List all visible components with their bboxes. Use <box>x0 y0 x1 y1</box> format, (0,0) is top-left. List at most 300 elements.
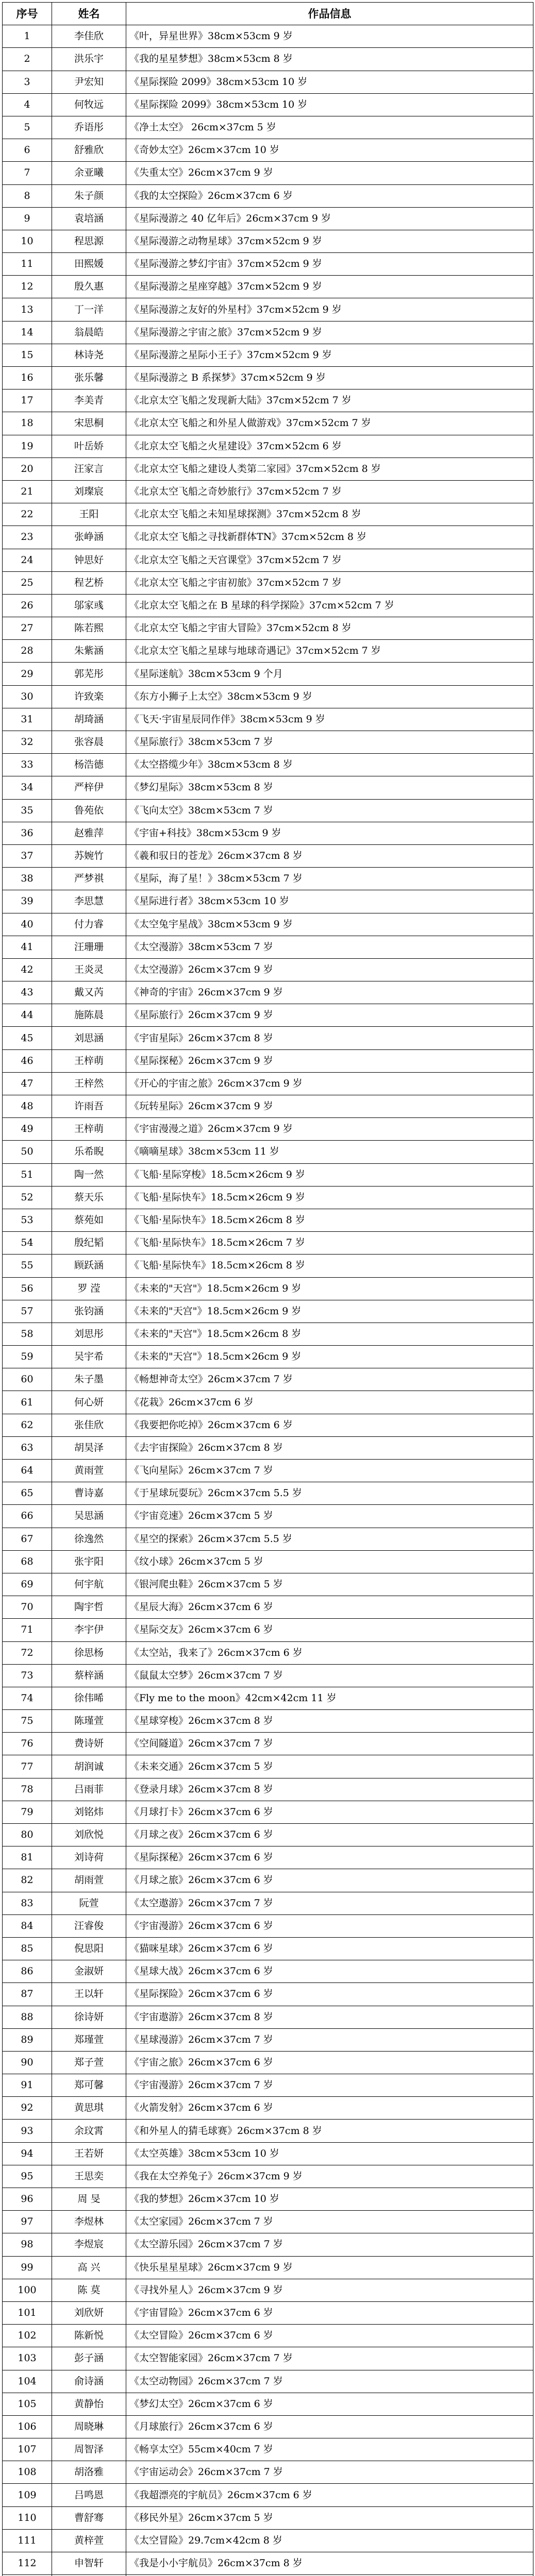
table-row <box>3 1141 533 1163</box>
artwork-info: 《纹小球》26cm×37cm 5 岁 <box>126 1550 533 1573</box>
artist-name: 陈若熙 <box>52 617 126 640</box>
row-number: 76 <box>3 1733 52 1755</box>
artist-name: 李煜宸 <box>52 2233 126 2256</box>
row-number: 7 <box>3 162 52 184</box>
artist-name: 黄梓萱 <box>52 2529 126 2552</box>
artist-name: 王梓然 <box>52 1072 126 1095</box>
row-number: 68 <box>3 1550 52 1573</box>
artwork-info: 《和外星人的猜毛球赛》26cm×37cm 8 岁 <box>126 2120 533 2142</box>
table-row <box>3 321 533 344</box>
artwork-info: 《星际进行者》38cm×53cm 10 岁 <box>126 890 533 913</box>
table-row <box>3 1801 533 1823</box>
artist-name: 余玟霄 <box>52 2120 126 2142</box>
row-number: 10 <box>3 230 52 252</box>
table-row <box>3 1163 533 1186</box>
artwork-info: 《畅想神奇太空》26cm×37cm 7 岁 <box>126 1368 533 1391</box>
table-row <box>3 663 533 685</box>
row-number: 107 <box>3 2438 52 2461</box>
artist-name: 郑子萱 <box>52 2051 126 2074</box>
artwork-info: 《火箭发射》26cm×37cm 6 岁 <box>126 2097 533 2120</box>
artist-name: 李宇伊 <box>52 1619 126 1641</box>
artwork-info: 《玩转星际》26cm×37cm 9 岁 <box>126 1095 533 1118</box>
table-row <box>3 1004 533 1027</box>
roster-body <box>3 25 533 2576</box>
table-row <box>3 298 533 321</box>
artwork-info: 《星际迷航》38cm×53cm 9 个月 <box>126 663 533 685</box>
artist-name: 程思源 <box>52 230 126 252</box>
artist-name: 蔡梓涵 <box>52 1664 126 1687</box>
artist-name: 吕鸣恩 <box>52 2484 126 2506</box>
artwork-info: 《月球打卡》26cm×37cm 6 岁 <box>126 1801 533 1823</box>
row-number: 8 <box>3 184 52 207</box>
table-row <box>3 1937 533 1960</box>
artwork-info: 《飞向太空》38cm×53cm 7 岁 <box>126 799 533 822</box>
artwork-info: 《月球之旅》26cm×37cm 6 岁 <box>126 1869 533 1892</box>
artist-name: 倪思阳 <box>52 1937 126 1960</box>
artist-name: 张峥涵 <box>52 526 126 549</box>
row-number: 28 <box>3 640 52 663</box>
artwork-info: 《太空漫游》38cm×53cm 7 岁 <box>126 936 533 958</box>
artist-name: 汪睿俊 <box>52 1914 126 1937</box>
header-info: 作品信息 <box>126 3 533 25</box>
row-number: 44 <box>3 1004 52 1027</box>
artist-name: 徐诗妍 <box>52 2006 126 2028</box>
table-row <box>3 2051 533 2074</box>
artist-name: 陈 莫 <box>52 2279 126 2301</box>
table-row <box>3 25 533 48</box>
table-row <box>3 412 533 435</box>
artwork-info: 《太空家园》26cm×37cm 7 岁 <box>126 2211 533 2233</box>
artist-name: 叶岳娇 <box>52 435 126 457</box>
artist-name: 李煜林 <box>52 2211 126 2233</box>
row-number: 57 <box>3 1300 52 1323</box>
table-row <box>3 1550 533 1573</box>
artwork-info: 《星际漫游之 40 亿年后》26cm×37cm 9 岁 <box>126 207 533 230</box>
table-row <box>3 1300 533 1323</box>
artist-name: 曹舒骞 <box>52 2506 126 2529</box>
row-number: 87 <box>3 1983 52 2006</box>
row-number: 53 <box>3 1209 52 1231</box>
artwork-info: 《北京太空飞船之寻找新群体TN》37cm×52cm 8 岁 <box>126 526 533 549</box>
table-row <box>3 457 533 480</box>
artwork-info: 《月球旅行》26cm×37cm 6 岁 <box>126 2415 533 2438</box>
row-number: 101 <box>3 2301 52 2324</box>
artwork-info: 《星球漫游》26cm×37cm 7 岁 <box>126 2028 533 2051</box>
artwork-info: 《星际旅行》38cm×53cm 7 岁 <box>126 731 533 754</box>
artist-name: 陶宇哲 <box>52 1596 126 1619</box>
row-number: 47 <box>3 1072 52 1095</box>
table-row <box>3 2097 533 2120</box>
table-row <box>3 1255 533 1277</box>
table-row <box>3 184 533 207</box>
table-row <box>3 1755 533 1778</box>
artist-name: 程艺桥 <box>52 571 126 594</box>
row-number: 1 <box>3 25 52 48</box>
artwork-info: 《神奇的宇宙》26cm×37cm 9 岁 <box>126 981 533 1004</box>
table-row <box>3 93 533 116</box>
artist-name: 严梓伊 <box>52 776 126 799</box>
table-row <box>3 1027 533 1049</box>
table-row <box>3 367 533 389</box>
table-row <box>3 640 533 663</box>
row-number: 67 <box>3 1528 52 1550</box>
artist-name: 李思慧 <box>52 890 126 913</box>
row-number: 18 <box>3 412 52 435</box>
artwork-info: 《未来的"天宫"》18.5cm×26cm 8 岁 <box>126 1323 533 1345</box>
row-number: 30 <box>3 685 52 708</box>
row-number: 34 <box>3 776 52 799</box>
row-number: 41 <box>3 936 52 958</box>
row-number: 105 <box>3 2393 52 2415</box>
artwork-info: 《我是小小宇航员》26cm×37cm 8 岁 <box>126 2552 533 2575</box>
artist-name: 李佳欣 <box>52 25 126 48</box>
artist-name: 林诗尧 <box>52 344 126 366</box>
artwork-info: 《宇宙漫游》26cm×37cm 7 岁 <box>126 2074 533 2097</box>
table-row <box>3 617 533 640</box>
artwork-info: 《猫咪星球》26cm×37cm 6 岁 <box>126 1937 533 1960</box>
artist-name: 顾跃涵 <box>52 1255 126 1277</box>
artwork-info: 《东方小狮子上太空》38cm×53cm 9 岁 <box>126 685 533 708</box>
row-number: 103 <box>3 2347 52 2370</box>
artist-name: 汪家言 <box>52 457 126 480</box>
artist-name: 罗 滢 <box>52 1277 126 1300</box>
artist-name: 胡洛雅 <box>52 2461 126 2484</box>
table-row <box>3 1346 533 1368</box>
row-number: 88 <box>3 2006 52 2028</box>
row-number: 91 <box>3 2074 52 2097</box>
artist-name: 赵雅萍 <box>52 822 126 844</box>
row-number: 13 <box>3 298 52 321</box>
table-row <box>3 1914 533 1937</box>
row-number: 111 <box>3 2529 52 2552</box>
artwork-info: 《快乐星星星球》26cm×37cm 9 岁 <box>126 2256 533 2279</box>
artist-name: 鲁苑依 <box>52 799 126 822</box>
artist-name: 曹诗嘉 <box>52 1482 126 1505</box>
artwork-info: 《星际探险 2099》38cm×53cm 10 岁 <box>126 93 533 116</box>
row-number: 73 <box>3 1664 52 1687</box>
artist-name: 张宇阳 <box>52 1550 126 1573</box>
row-number: 19 <box>3 435 52 457</box>
row-number: 60 <box>3 1368 52 1391</box>
table-row <box>3 2074 533 2097</box>
artist-name: 王以轩 <box>52 1983 126 2006</box>
artwork-info: 《北京太空飞船之未知星球探测》37cm×52cm 8 岁 <box>126 503 533 526</box>
artist-name: 俞诗涵 <box>52 2370 126 2393</box>
artist-name: 付力睿 <box>52 913 126 936</box>
artwork-info: 《太空英雄》38cm×53cm 10 岁 <box>126 2142 533 2165</box>
table-row <box>3 1824 533 1846</box>
row-number: 3 <box>3 71 52 93</box>
artwork-info: 《星际探秘》26cm×37cm 6 岁 <box>126 1846 533 1869</box>
artist-name: 张钧涵 <box>52 1300 126 1323</box>
artwork-info: 《宇宙竞速》26cm×37cm 5 岁 <box>126 1505 533 1528</box>
artist-name: 王梓萌 <box>52 1049 126 1072</box>
artist-name: 刘思涵 <box>52 1027 126 1049</box>
row-number: 46 <box>3 1049 52 1072</box>
row-number: 62 <box>3 1414 52 1436</box>
table-row <box>3 822 533 844</box>
row-number: 82 <box>3 1869 52 1892</box>
artwork-info: 《宇宙+科技》38cm×53cm 9 岁 <box>126 822 533 844</box>
table-row <box>3 1436 533 1459</box>
row-number: 78 <box>3 1778 52 1801</box>
artwork-info: 《星际，海了星！》38cm×53cm 7 岁 <box>126 868 533 890</box>
table-row <box>3 344 533 366</box>
artist-name: 张佳欣 <box>52 1414 126 1436</box>
row-number: 50 <box>3 1141 52 1163</box>
table-row <box>3 1687 533 1709</box>
artist-name: 陶一然 <box>52 1163 126 1186</box>
artwork-info: 《去宇宙探险》26cm×37cm 8 岁 <box>126 1436 533 1459</box>
table-row <box>3 2529 533 2552</box>
artwork-info: 《星辰大海》26cm×37cm 6 岁 <box>126 1596 533 1619</box>
row-number: 71 <box>3 1619 52 1641</box>
artwork-info: 《我超漂亮的宇航员》26cm×37cm 6 岁 <box>126 2484 533 2506</box>
artwork-info: 《北京太空飞船之在 B 星球的科学探险》37cm×52cm 7 岁 <box>126 594 533 617</box>
artist-name: 彭子涵 <box>52 2347 126 2370</box>
artist-name: 乔语彤 <box>52 116 126 139</box>
artwork-info: 《于星球玩耍玩》26cm×37cm 5.5 岁 <box>126 1482 533 1505</box>
row-number: 5 <box>3 116 52 139</box>
table-row <box>3 1846 533 1869</box>
artwork-info: 《太空智能家园》26cm×37cm 7 岁 <box>126 2347 533 2370</box>
artist-name: 严梦祺 <box>52 868 126 890</box>
row-number: 16 <box>3 367 52 389</box>
table-row <box>3 2256 533 2279</box>
table-row <box>3 1323 533 1345</box>
artist-name: 徐逸然 <box>52 1528 126 1550</box>
row-number: 106 <box>3 2415 52 2438</box>
artist-name: 胡润诚 <box>52 1755 126 1778</box>
artwork-info: 《北京太空飞船之宇宙大冒险》37cm×52cm 8 岁 <box>126 617 533 640</box>
table-row <box>3 2415 533 2438</box>
table-row <box>3 2211 533 2233</box>
table-row <box>3 207 533 230</box>
artwork-info: 《宇宙星际》26cm×37cm 8 岁 <box>126 1027 533 1049</box>
row-number: 38 <box>3 868 52 890</box>
row-number: 84 <box>3 1914 52 1937</box>
artwork-info: 《北京太空飞船之火星建设》37cm×52cm 6 岁 <box>126 435 533 457</box>
table-row <box>3 2233 533 2256</box>
row-number: 51 <box>3 1163 52 1186</box>
table-row <box>3 913 533 936</box>
table-row <box>3 2461 533 2484</box>
table-row <box>3 1391 533 1414</box>
artwork-info: 《失重太空》26cm×37cm 9 岁 <box>126 162 533 184</box>
table-row <box>3 2120 533 2142</box>
table-row <box>3 139 533 162</box>
artwork-info: 《北京太空飞船之星球与地球奇遇记》37cm×52cm 7 岁 <box>126 640 533 663</box>
artwork-info: 《太空搭缆少年》38cm×53cm 8 岁 <box>126 754 533 776</box>
table-row <box>3 71 533 93</box>
row-number: 59 <box>3 1346 52 1368</box>
row-number: 55 <box>3 1255 52 1277</box>
table-row <box>3 1368 533 1391</box>
table-row <box>3 2006 533 2028</box>
row-number: 43 <box>3 981 52 1004</box>
artwork-info: 《宇宙漫游》26cm×37cm 6 岁 <box>126 1914 533 1937</box>
artist-name: 蔡苑如 <box>52 1209 126 1231</box>
artwork-info: 《飞船·星际快车》18.5cm×26cm 8 岁 <box>126 1209 533 1231</box>
row-number: 52 <box>3 1186 52 1209</box>
artist-name: 田熙媛 <box>52 253 126 276</box>
table-row <box>3 2506 533 2529</box>
artist-name: 朱紫涵 <box>52 640 126 663</box>
row-number: 85 <box>3 1937 52 1960</box>
artwork-info: 《畅享太空》55cm×40cm 7 岁 <box>126 2438 533 2461</box>
row-number: 27 <box>3 617 52 640</box>
artist-name: 何宇航 <box>52 1573 126 1596</box>
row-number: 109 <box>3 2484 52 2506</box>
row-number: 23 <box>3 526 52 549</box>
table-row <box>3 1778 533 1801</box>
row-number: 31 <box>3 708 52 731</box>
row-number: 64 <box>3 1460 52 1482</box>
artist-name: 周晓琳 <box>52 2415 126 2438</box>
row-number: 108 <box>3 2461 52 2484</box>
table-row <box>3 1460 533 1482</box>
table-row <box>3 116 533 139</box>
artwork-info: 《登录月球》26cm×37cm 8 岁 <box>126 1778 533 1801</box>
roster-table <box>2 2 533 2576</box>
artwork-info: 《北京太空飞船之发现新大陆》37cm×52cm 7 岁 <box>126 389 533 412</box>
artist-name: 申智轩 <box>52 2552 126 2575</box>
artwork-info: 《宇宙之旅》26cm×37cm 6 岁 <box>126 2051 533 2074</box>
artwork-info: 《北京太空飞船之建设人类第二家园》37cm×52cm 8 岁 <box>126 457 533 480</box>
table-row <box>3 1641 533 1664</box>
artwork-info: 《飞船·星际快车》18.5cm×26cm 9 岁 <box>126 1186 533 1209</box>
artwork-info: 《星际漫游之宇宙之旅》37cm×52cm 9 岁 <box>126 321 533 344</box>
artist-name: 洪乐宇 <box>52 48 126 71</box>
artist-name: 翁晨皓 <box>52 321 126 344</box>
artist-name: 李美青 <box>52 389 126 412</box>
table-row <box>3 1596 533 1619</box>
table-row <box>3 389 533 412</box>
artist-name: 戴又芮 <box>52 981 126 1004</box>
table-row <box>3 754 533 776</box>
artwork-info: 《羲和驭日的苍龙》26cm×37cm 8 岁 <box>126 844 533 867</box>
artwork-info: 《北京太空飞船之奇妙旅行》37cm×52cm 7 岁 <box>126 480 533 503</box>
artwork-info: 《我的梦想》26cm×37cm 10 岁 <box>126 2188 533 2211</box>
row-number: 63 <box>3 1436 52 1459</box>
table-row <box>3 435 533 457</box>
artist-name: 黄雨萱 <box>52 1460 126 1482</box>
artwork-info: 《我在太空养兔子》26cm×37cm 9 岁 <box>126 2165 533 2188</box>
table-row <box>3 1209 533 1231</box>
artwork-info: 《我的星星梦想》38cm×53cm 8 岁 <box>126 48 533 71</box>
table-row <box>3 2165 533 2188</box>
artwork-info: 《北京太空飞船之宇宙初旅》37cm×52cm 7 岁 <box>126 571 533 594</box>
artist-name: 郑可馨 <box>52 2074 126 2097</box>
artwork-info: 《太空遨游》26cm×37cm 7 岁 <box>126 1892 533 1914</box>
artist-name: 王思奕 <box>52 2165 126 2188</box>
table-row <box>3 1072 533 1095</box>
artwork-info: 《月球之夜》26cm×37cm 6 岁 <box>126 1824 533 1846</box>
artist-name: 周 旻 <box>52 2188 126 2211</box>
row-number: 72 <box>3 1641 52 1664</box>
artist-name: 苏婉竹 <box>52 844 126 867</box>
table-row <box>3 1118 533 1141</box>
table-row <box>3 2279 533 2301</box>
artist-name: 费诗妍 <box>52 1733 126 1755</box>
artwork-info: 《星际交友》26cm×37cm 6 岁 <box>126 1619 533 1641</box>
table-row <box>3 708 533 731</box>
table-row <box>3 1528 533 1550</box>
row-number: 54 <box>3 1232 52 1255</box>
artwork-info: 《飞天·宇宙星辰同作伴》38cm×53cm 9 岁 <box>126 708 533 731</box>
artist-name: 郑瑾萱 <box>52 2028 126 2051</box>
artwork-info: 《飞船·星际快车》18.5cm×26cm 7 岁 <box>126 1232 533 1255</box>
row-number: 12 <box>3 276 52 298</box>
row-number: 94 <box>3 2142 52 2165</box>
table-row <box>3 2552 533 2575</box>
row-number: 77 <box>3 1755 52 1778</box>
row-number: 11 <box>3 253 52 276</box>
table-row <box>3 890 533 913</box>
row-number: 40 <box>3 913 52 936</box>
row-number: 39 <box>3 890 52 913</box>
artist-name: 施陈晨 <box>52 1004 126 1027</box>
artwork-info: 《鼠鼠太空梦》26cm×37cm 7 岁 <box>126 1664 533 1687</box>
table-row <box>3 230 533 252</box>
artist-name: 朱子颜 <box>52 184 126 207</box>
row-number: 26 <box>3 594 52 617</box>
table-row <box>3 936 533 958</box>
artwork-info: 《宇宙运动会》26cm×37cm 7 岁 <box>126 2461 533 2484</box>
row-number: 48 <box>3 1095 52 1118</box>
row-number: 65 <box>3 1482 52 1505</box>
artwork-info: 《梦幻星际》38cm×53cm 8 岁 <box>126 776 533 799</box>
artist-name: 阮萱 <box>52 1892 126 1914</box>
row-number: 58 <box>3 1323 52 1345</box>
table-row <box>3 981 533 1004</box>
row-number: 45 <box>3 1027 52 1049</box>
table-row <box>3 2393 533 2415</box>
artist-name: 朱子墨 <box>52 1368 126 1391</box>
table-row <box>3 958 533 981</box>
table-row <box>3 2325 533 2347</box>
artwork-info: 《星际漫游之星座穿越》37cm×52cm 9 岁 <box>126 276 533 298</box>
table-row <box>3 776 533 799</box>
table-row <box>3 1482 533 1505</box>
table-row <box>3 526 533 549</box>
table-row <box>3 1869 533 1892</box>
artist-name: 钟思好 <box>52 549 126 571</box>
artist-name: 金淑妍 <box>52 1960 126 1983</box>
row-number: 75 <box>3 1710 52 1733</box>
artist-name: 王梓萌 <box>52 1118 126 1141</box>
artwork-info: 《宇宙冒险》26cm×37cm 6 岁 <box>126 2301 533 2324</box>
artwork-info: 《未来的"天宫"》18.5cm×26cm 9 岁 <box>126 1300 533 1323</box>
artist-name: 黄思琪 <box>52 2097 126 2120</box>
artist-name: 尹宏知 <box>52 71 126 93</box>
artwork-info: 《空间隧道》26cm×37cm 7 岁 <box>126 1733 533 1755</box>
artwork-info: 《叶，异星世界》38cm×53cm 9 岁 <box>126 25 533 48</box>
artist-name: 胡昊泽 <box>52 1436 126 1459</box>
artist-name: 杨浩德 <box>52 754 126 776</box>
artist-name: 刘璨宸 <box>52 480 126 503</box>
table-row <box>3 2438 533 2461</box>
artwork-info: 《北京太空飞船之和外星人做游戏》37cm×52cm 7 岁 <box>126 412 533 435</box>
artist-name: 陈瑾萱 <box>52 1710 126 1733</box>
table-row <box>3 685 533 708</box>
table-row <box>3 1960 533 1983</box>
artwork-info: 《星际探险》26cm×37cm 6 岁 <box>126 1983 533 2006</box>
artist-name: 乐希睨 <box>52 1141 126 1163</box>
row-number: 9 <box>3 207 52 230</box>
row-number: 79 <box>3 1801 52 1823</box>
table-row <box>3 2370 533 2393</box>
